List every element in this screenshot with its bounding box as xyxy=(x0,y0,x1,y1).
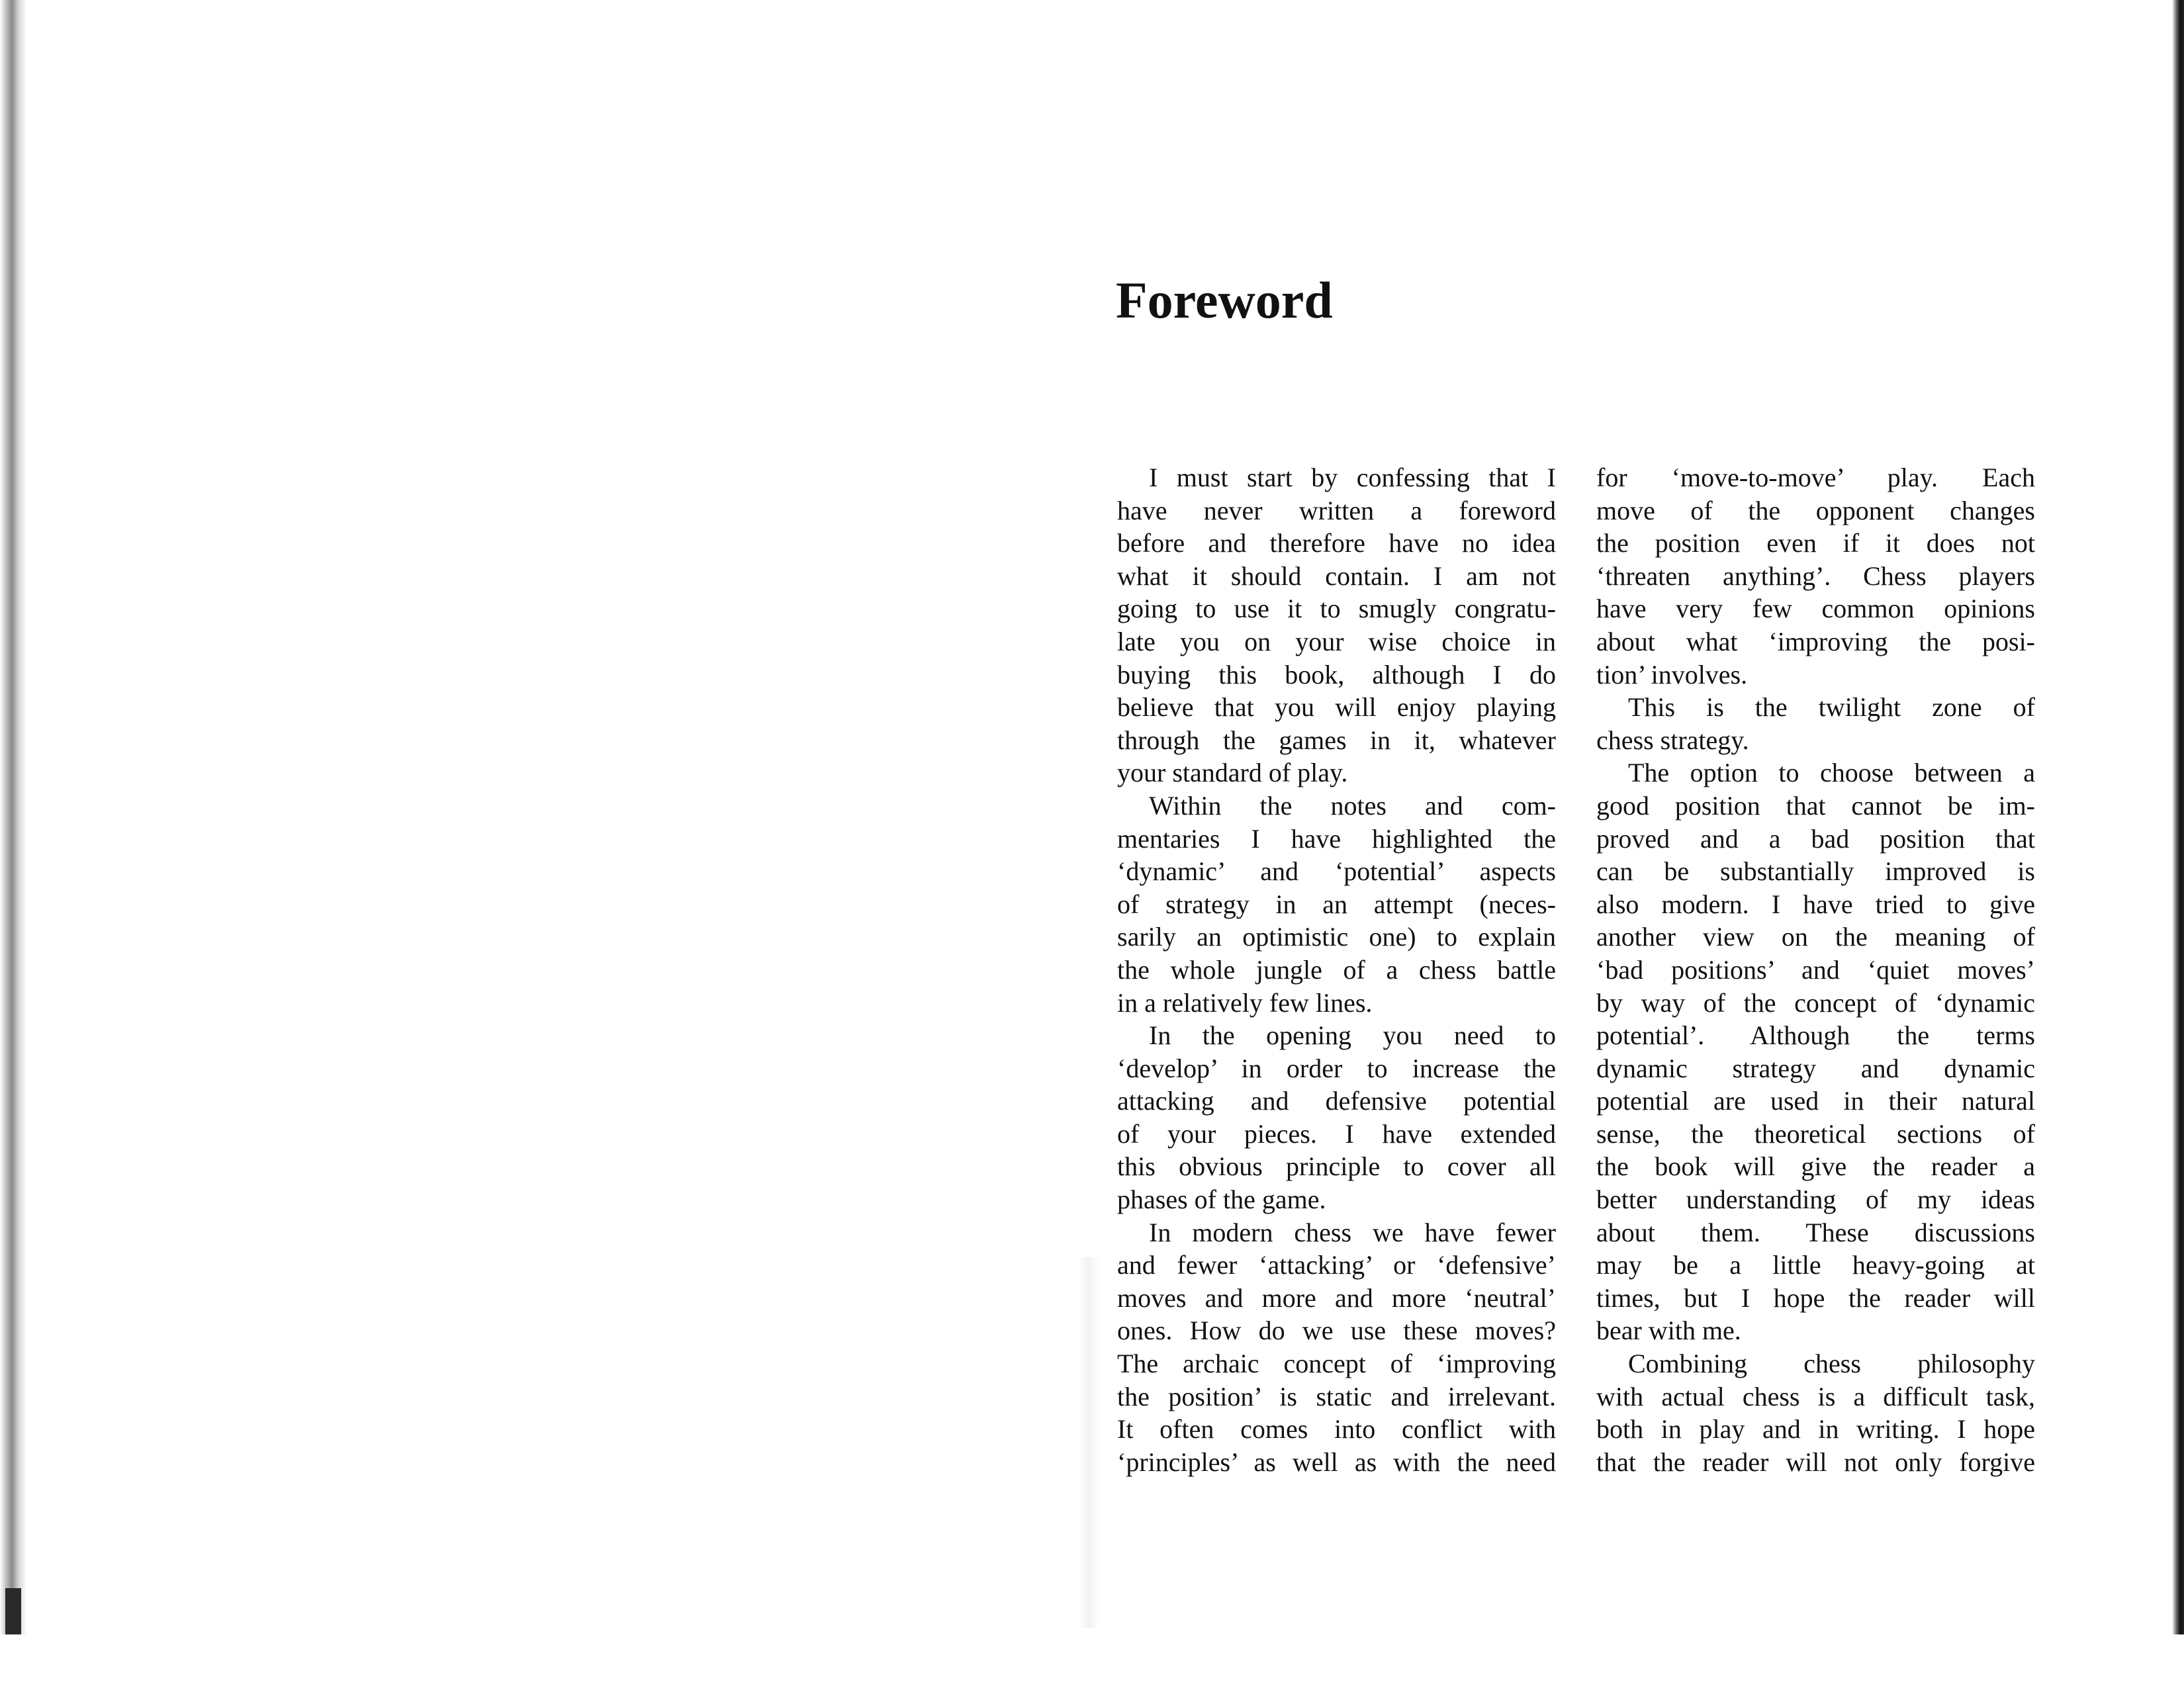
text-line: what it should contain. I am not xyxy=(1117,560,1556,591)
text-line: for ‘move-to-move’ play. Each xyxy=(1596,463,2035,492)
text-line: of strategy in an attempt (neces- xyxy=(1117,889,1556,919)
text-line: going to use it to smugly congratu- xyxy=(1117,594,1556,624)
text-line: ‘principles’ as well as with the need xyxy=(1117,1447,1556,1477)
text-line: believe that you will enjoy playing xyxy=(1117,692,1556,723)
page-edge-shadow xyxy=(2172,0,2184,1634)
text-line: before and therefore have no idea xyxy=(1117,528,1556,558)
text-line: in a relatively few lines. xyxy=(1117,987,1373,1018)
page-title: Foreword xyxy=(1116,271,1333,329)
paragraph xyxy=(1117,1216,1556,1479)
text-line: the book will give the reader a xyxy=(1596,1151,2035,1182)
text-line: ‘threaten anything’. Chess players xyxy=(1596,560,2035,591)
text-line: the whole jungle of a chess battle xyxy=(1117,954,1556,985)
text-line: another view on the meaning of xyxy=(1596,922,2035,952)
text-line: In modern chess we have fewer xyxy=(1149,1217,1556,1247)
text-line: can be substantially improved is xyxy=(1596,856,2035,887)
text-line: and fewer ‘attacking’ or ‘defensive’ xyxy=(1117,1250,1556,1280)
text-line: move of the opponent changes xyxy=(1596,495,2035,525)
text-line: potential’. Although the terms xyxy=(1596,1020,2035,1051)
text-line: this obvious principle to cover all xyxy=(1117,1151,1556,1182)
text-line: This is the twilight zone of xyxy=(1628,692,2035,723)
text-line: by way of the concept of ‘dynamic xyxy=(1596,987,2035,1018)
text-line: mentaries I have highlighted the xyxy=(1117,823,1556,854)
text-line: attacking and defensive potential xyxy=(1117,1086,1556,1116)
text-line: proved and a bad position that xyxy=(1596,823,2035,854)
page-gutter xyxy=(1079,1257,1099,1628)
text-line: your standard of play. xyxy=(1117,758,1348,788)
paragraph xyxy=(1117,461,1556,789)
text-line: the position’ is static and irrelevant. xyxy=(1117,1381,1556,1411)
text-line: The option to choose between a xyxy=(1628,758,2035,788)
text-line: better understanding of my ideas xyxy=(1596,1184,2035,1215)
text-line: have never written a foreword xyxy=(1117,495,1556,525)
paragraph xyxy=(1596,1347,2035,1478)
text-line: through the games in it, whatever xyxy=(1117,725,1556,755)
text-line: Within the notes and com- xyxy=(1149,790,1556,821)
text-line: times, but I hope the reader will xyxy=(1596,1282,2035,1313)
text-line: ‘dynamic’ and ‘potential’ aspects xyxy=(1117,856,1556,887)
text-line: that the reader will not only forgive xyxy=(1596,1447,2035,1477)
text-line: ones. How do we use these moves? xyxy=(1117,1315,1556,1346)
text-line: about what ‘improving the posi- xyxy=(1596,626,2035,656)
paragraph xyxy=(1596,461,2035,691)
text-line: chess strategy. xyxy=(1596,725,1749,755)
book-spine-shadow xyxy=(0,0,26,1634)
text-line: good position that cannot be im- xyxy=(1596,790,2035,821)
text-line: sense, the theoretical sections of xyxy=(1596,1118,2035,1149)
paragraph xyxy=(1596,756,2035,1347)
text-line: ‘bad positions’ and ‘quiet moves’ xyxy=(1596,954,2035,985)
text-line: phases of the game. xyxy=(1117,1184,1326,1215)
text-column-left xyxy=(1117,461,1556,1478)
text-line: It often comes into conflict with xyxy=(1117,1414,1556,1445)
paragraph xyxy=(1596,691,2035,756)
text-column-right xyxy=(1596,461,2035,1478)
text-line: have very few common opinions xyxy=(1596,594,2035,624)
text-line: tion’ involves. xyxy=(1596,659,1748,690)
text-line: bear with me. xyxy=(1596,1315,1741,1346)
text-line: moves and more and more ‘neutral’ xyxy=(1117,1282,1556,1313)
text-line: the position even if it does not xyxy=(1596,528,2035,558)
text-line: sarily an optimistic one) to explain xyxy=(1117,922,1556,952)
text-line: In the opening you need to xyxy=(1149,1020,1556,1051)
text-line: buying this book, although I do xyxy=(1117,659,1556,690)
text-line: also modern. I have tried to give xyxy=(1596,889,2035,919)
paragraph xyxy=(1117,1019,1556,1216)
text-line: I must start by confessing that I xyxy=(1149,463,1556,492)
text-line: about them. These discussions xyxy=(1596,1217,2035,1247)
text-line: ‘develop’ in order to increase the xyxy=(1117,1053,1556,1083)
text-line: of your pieces. I have extended xyxy=(1117,1118,1556,1149)
text-line: Combining chess philosophy xyxy=(1628,1349,2035,1379)
text-line: potential are used in their natural xyxy=(1596,1086,2035,1116)
book-spine-corner xyxy=(5,1588,21,1634)
text-line: with actual chess is a difficult task, xyxy=(1596,1381,2035,1411)
text-line: late you on your wise choice in xyxy=(1117,626,1556,656)
paragraph xyxy=(1117,789,1556,1019)
text-line: both in play and in writing. I hope xyxy=(1596,1414,2035,1445)
text-line: dynamic strategy and dynamic xyxy=(1596,1053,2035,1083)
text-line: The archaic concept of ‘improving xyxy=(1117,1349,1556,1379)
text-line: may be a little heavy-going at xyxy=(1596,1250,2035,1280)
